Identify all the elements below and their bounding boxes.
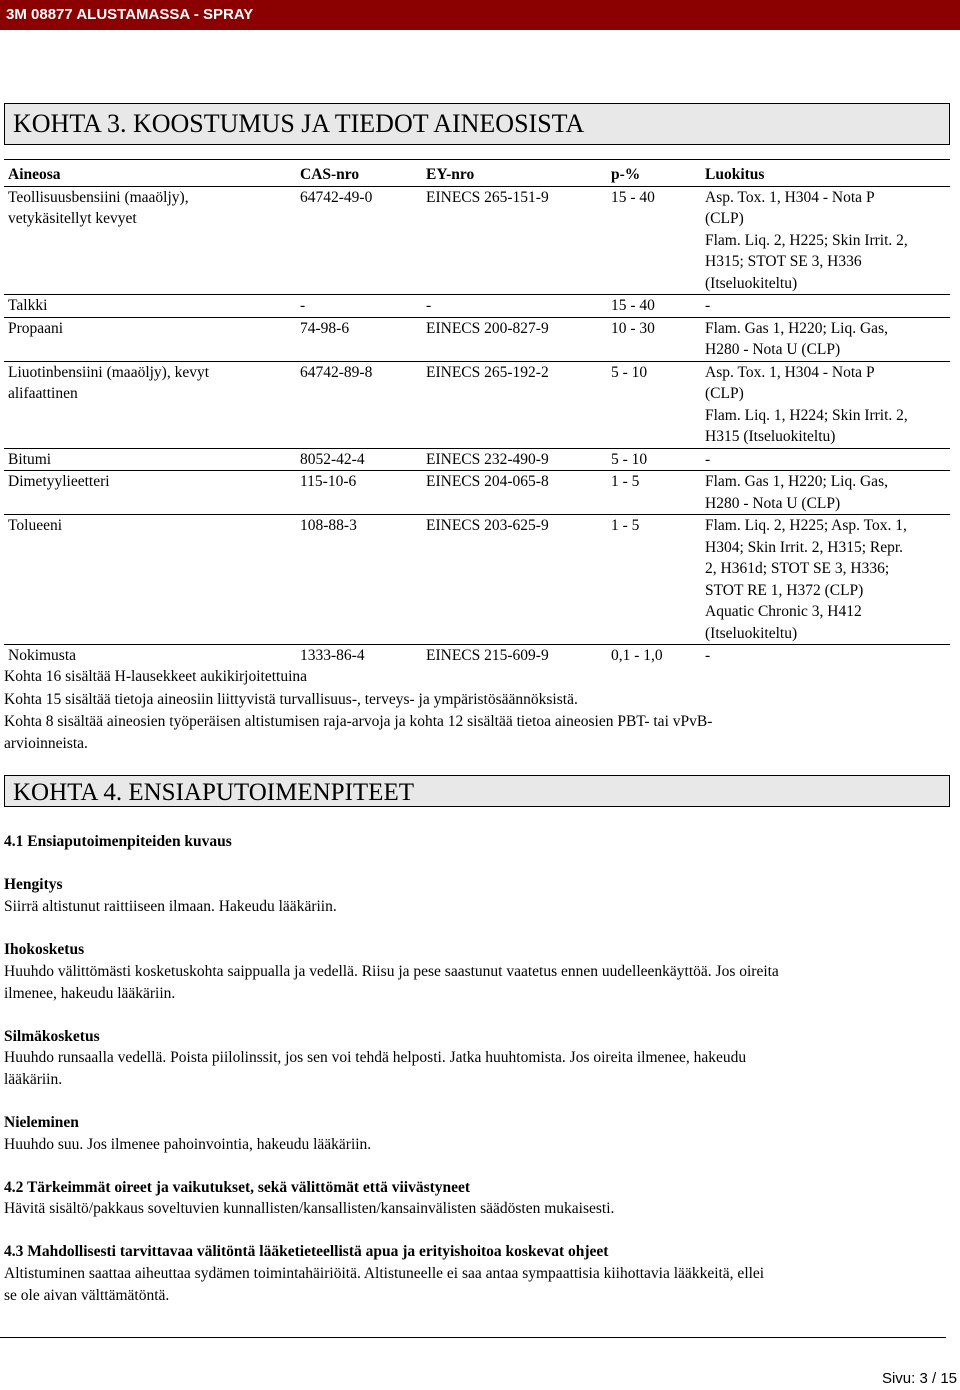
- table-row: [4, 317, 950, 361]
- cell-aineosa: Tolueeni: [4, 515, 296, 645]
- note-h-statements: Kohta 16 sisältää H-lausekkeet aukikirjoitettuina: [4, 668, 308, 685]
- col-header-percent: p-%: [611, 166, 641, 183]
- page-number: Sivu: 3 / 15: [881, 1370, 957, 1387]
- hengitys-text: Siirrä altistunut raittiiseen ilmaan. Hakeudu lääkäriin.: [4, 898, 337, 915]
- cell-ey: EINECS 200-827-9: [422, 317, 607, 361]
- cell-cas: 64742-89-8: [296, 361, 422, 448]
- subsection-4-3-text: Altistuminen saattaa aiheuttaa sydämen toimintahäiriöitä. Altistuneelle ei saa antaa sympaattisia kiihottavia lääkkeitä, ellei se ole aivan välttämätöntä.: [4, 1265, 765, 1304]
- subsection-4-1-title: 4.1 Ensiaputoimenpiteiden kuvaus: [4, 833, 232, 850]
- table-row: [4, 471, 950, 515]
- cell-luokitus: Flam. Gas 1, H220; Liq. Gas, H280 - Nota U (CLP): [703, 317, 950, 361]
- table-row: [4, 448, 950, 471]
- nieleminen-heading: Nieleminen: [4, 1114, 79, 1131]
- subsection-4-2-text: Hävitä sisältö/pakkaus soveltuvien kunnallisten/kansallisten/kansainvälisten säädösten mukaisesti.: [4, 1200, 615, 1217]
- cell-cas: 74-98-6: [296, 317, 422, 361]
- cell-percent: 1 - 5: [607, 471, 703, 515]
- table-top-rule: [4, 159, 950, 160]
- cell-aineosa: Propaani: [4, 317, 296, 361]
- table-row: [4, 515, 950, 645]
- cell-ey: EINECS 203-625-9: [422, 515, 607, 645]
- cell-percent: 5 - 10: [607, 448, 703, 471]
- cell-aineosa: Dimetyylieetteri: [4, 471, 296, 515]
- cell-cas: 115-10-6: [296, 471, 422, 515]
- cell-cas: 64742-49-0: [296, 186, 422, 295]
- silmakosketus-heading: Silmäkosketus: [4, 1028, 100, 1045]
- cell-cas: 8052-42-4: [296, 448, 422, 471]
- cell-cas: 1333-86-4: [296, 645, 422, 667]
- section-3-title: KOHTA 3. KOOSTUMUS JA TIEDOT AINEOSISTA: [4, 103, 950, 145]
- cell-luokitus: -: [703, 448, 950, 471]
- cell-luokitus: -: [703, 295, 950, 318]
- cell-percent: 15 - 40: [607, 295, 703, 318]
- table-row: [4, 361, 950, 448]
- table-row: [4, 295, 950, 318]
- cell-aineosa: Nokimusta: [4, 645, 296, 667]
- cell-percent: 0,1 - 1,0: [607, 645, 703, 667]
- composition-table: [4, 164, 950, 667]
- cell-cas: 108-88-3: [296, 515, 422, 645]
- cell-ey: EINECS 204-065-8: [422, 471, 607, 515]
- ihokosketus-heading: Ihokosketus: [4, 941, 85, 958]
- col-header-cas: CAS-nro: [300, 166, 360, 183]
- cell-aineosa: Teollisuusbensiini (maaöljy), vetykäsitellyt kevyet: [4, 186, 296, 295]
- cell-aineosa: Bitumi: [4, 448, 296, 471]
- cell-luokitus: Flam. Gas 1, H220; Liq. Gas, H280 - Nota U (CLP): [703, 471, 950, 515]
- footer-rule: [0, 1337, 946, 1338]
- col-header-luokitus: Luokitus: [705, 166, 765, 183]
- cell-percent: 15 - 40: [607, 186, 703, 295]
- subsection-4-3-title: 4.3 Mahdollisesti tarvittavaa välitöntä lääketieteellistä apua ja erityishoitoa koskevat ohjeet: [4, 1243, 609, 1260]
- col-header-ey: EY-nro: [426, 166, 475, 183]
- cell-ey: EINECS 265-151-9: [422, 186, 607, 295]
- cell-ey: EINECS 215-609-9: [422, 645, 607, 667]
- cell-luokitus: -: [703, 645, 950, 667]
- cell-ey: EINECS 265-192-2: [422, 361, 607, 448]
- note-section-8: Kohta 8 sisältää aineosien työperäisen altistumisen raja-arvoja ja kohta 12 sisältää tietoa aineosien PBT- tai vPvB- arvioinneista.: [4, 713, 713, 752]
- cell-luokitus: Asp. Tox. 1, H304 - Nota P (CLP) Flam. Liq. 1, H224; Skin Irrit. 2, H315 (Itseluokiteltu): [703, 361, 950, 448]
- cell-aineosa: Liuotinbensiini (maaöljy), kevyt alifaattinen: [4, 361, 296, 448]
- document-header: 3M 08877 ALUSTAMASSA - SPRAY: [0, 0, 960, 30]
- subsection-4-2-title: 4.2 Tärkeimmät oireet ja vaikutukset, sekä välittömät että viivästyneet: [4, 1179, 471, 1196]
- cell-aineosa: Talkki: [4, 295, 296, 318]
- col-header-aineosa: Aineosa: [8, 166, 61, 183]
- table-header-row: [4, 164, 950, 186]
- table-row: [4, 645, 950, 667]
- cell-percent: 10 - 30: [607, 317, 703, 361]
- table-row: [4, 186, 950, 295]
- hengitys-heading: Hengitys: [4, 876, 63, 893]
- cell-luokitus: Flam. Liq. 2, H225; Asp. Tox. 1, H304; Skin Irrit. 2, H315; Repr. 2, H361d; STOT SE 3, H336; STOT RE 1, H372 (CLP) Aquatic Chronic 3, H412 (Itseluokiteltu): [703, 515, 950, 645]
- cell-luokitus: Asp. Tox. 1, H304 - Nota P (CLP) Flam. Liq. 2, H225; Skin Irrit. 2, H315; STOT SE 3, H336 (Itseluokiteltu): [703, 186, 950, 295]
- cell-percent: 5 - 10: [607, 361, 703, 448]
- cell-ey: -: [422, 295, 607, 318]
- cell-ey: EINECS 232-490-9: [422, 448, 607, 471]
- ihokosketus-text: Huuhdo välittömästi kosketuskohta saippualla ja vedellä. Riisu ja pese saastunut vaatetus ennen uudelleenkäyttöä. Jos oireita ilmenee, hakeudu lääkäriin.: [4, 963, 779, 1002]
- cell-percent: 1 - 5: [607, 515, 703, 645]
- nieleminen-text: Huuhdo suu. Jos ilmenee pahoinvointia, hakeudu lääkäriin.: [4, 1136, 372, 1153]
- section-4-title: KOHTA 4. ENSIAPUTOIMENPITEET: [4, 775, 950, 807]
- silmakosketus-text: Huuhdo runsaalla vedellä. Poista piilolinssit, jos sen voi tehdä helposti. Jatka huuhtomista. Jos oireita ilmenee, hakeudu lääkäriin.: [4, 1049, 747, 1088]
- note-section-15: Kohta 15 sisältää tietoja aineosiin liittyvistä turvallisuus-, terveys- ja ympäristösäännöksistä.: [4, 691, 578, 708]
- cell-cas: -: [296, 295, 422, 318]
